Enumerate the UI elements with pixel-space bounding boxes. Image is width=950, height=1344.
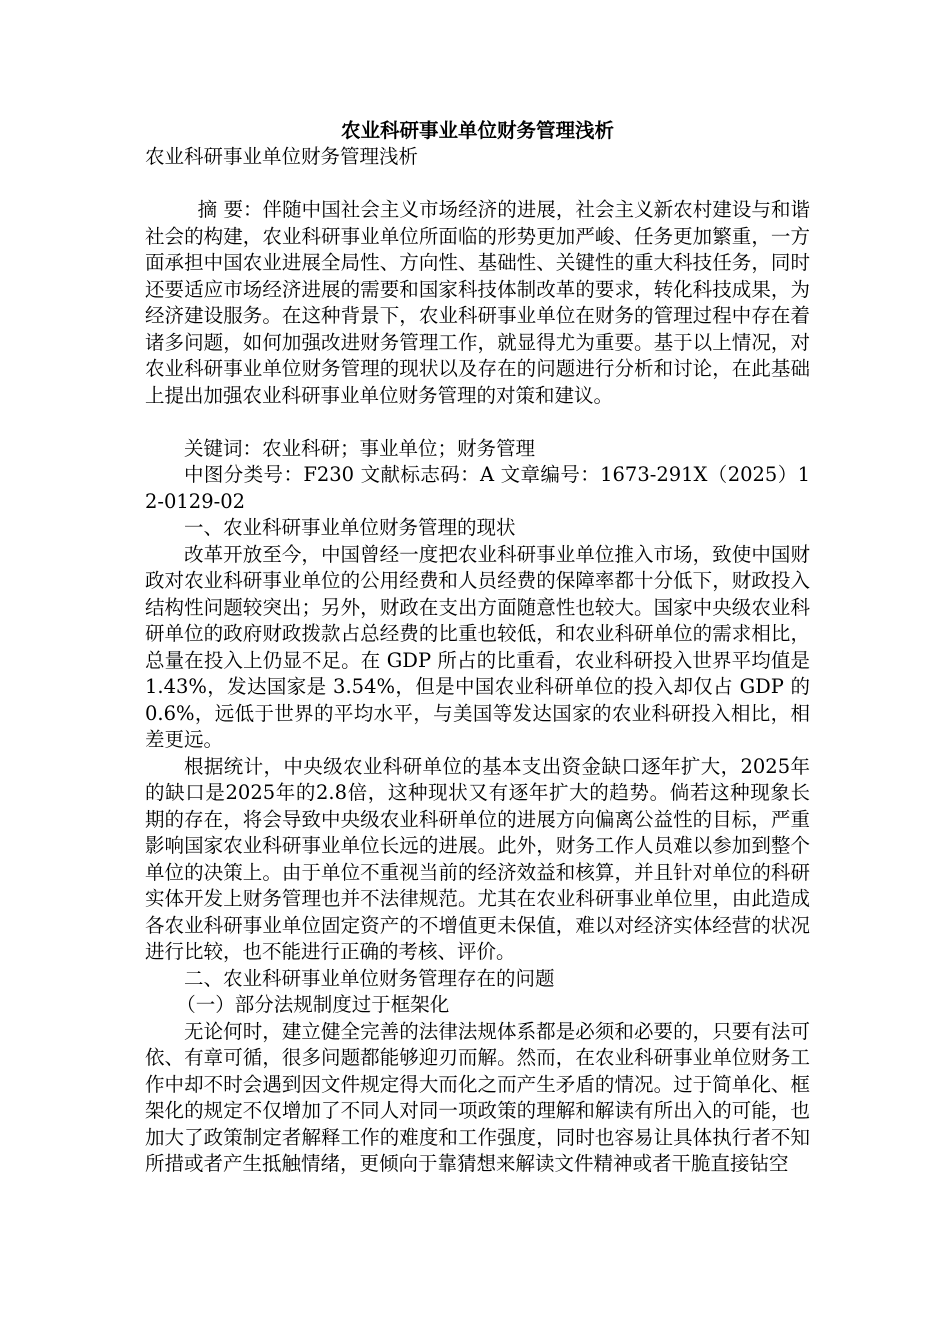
keywords-line: 关键词：农业科研；事业单位；财务管理 — [184, 436, 536, 460]
abstract-paragraph: 摘 要：伴随中国社会主义市场经济的进展，社会主义新农村建设与和谐社会的构建，农业科研事业单位所面临的形势更加严峻、任务更加繁重，一方面承担中国农业进展全局性、方向性、基础性、关键性的重大科技任务，同时还要适应市场经济进展的需要和国家科技体制改革的要求，转化科技成果，为经济建设服务。在这种背景下，农业科研事业单位在财务的管理过程中存在着诸多问题，如何加强改进财务管理工作，就显得尤为重要。基于以上情况，对农业科研事业单位财务管理的现状以及存在的问题进行分析和讨论，在此基础上提出加强农业科研事业单位财务管理的对策和建议。 — [145, 198, 810, 407]
blank-line — [145, 409, 810, 436]
body-paragraph: 改革开放至今，中国曾经一度把农业科研事业单位推入市场，致使中国财政对农业科研事业单位的公用经费和人员经费的保障率都十分低下，财政投入结构性问题较突出；另外，财政在支出方面随意性也较大。国家中央级农业科研单位的政府财政拨款占总经费的比重也较低，和农业科研单位的需求相比，总量在投入上仍显不足。在 GDP 所占的比重看，农业科研投入世界平均值是 1.43%，发达国家是 3.54%，但是中国农业科研单位的投入却仅占 GDP 的 0.6%，远低于世界的平均水平，与美国等发达国家的农业科研投入相比，相差更远。 — [145, 542, 810, 751]
section-heading: 二、农业科研事业单位财务管理存在的问题 — [184, 966, 555, 990]
blank-line — [145, 171, 810, 198]
document-title: 农业科研事业单位财务管理浅析 — [340, 119, 614, 142]
document-subtitle: 农业科研事业单位财务管理浅析 — [145, 145, 419, 168]
section-heading: 一、农业科研事业单位财务管理的现状 — [184, 516, 516, 539]
body-paragraph: 根据统计，中央级农业科研单位的基本支出资金缺口逐年扩大，2025年的缺口是2025年的2.8倍，这种现状又有逐年扩大的趋势。倘若这种现象长期的存在，将会导致中央级农业科研单位的进展方向偏离公益性的目标，严重影响国家农业科研事业单位长远的进展。此外，财务工作人员难以参加到整个单位的决策上。由于单位不重视当前的经济效益和核算，并且针对单位的科研实体开发上财务管理也并不法律规范。尤其在农业科研事业单位里，由此造成各农业科研事业单位固定资产的不增值更未保值，难以对经济实体经营的状况进行比较，也不能进行正确的考核、评价。 — [145, 754, 810, 963]
body-paragraph: 无论何时，建立健全完善的法律法规体系都是必须和必要的，只要有法可依、有章可循，很多问题都能够迎刃而解。然而，在农业科研事业单位财务工作中却不时会遇到因文件规定得大而化之而产生矛盾的情况。过于简单化、框架化的规定不仅增加了不同人对同一项政策的理解和解读有所出入的可能，也加大了政策制定者解释工作的难度和工作强度，同时也容易让具体执行者不知所措或者产生抵触情绪，更倾向于靠猜想来解读文件精神或者干脆直接钻空 — [145, 1019, 810, 1175]
document-page — [145, 118, 810, 1178]
subsection-heading: （一）部分法规制度过于框架化 — [176, 993, 450, 1016]
classification-line: 中图分类号：F230 文献标志码：A 文章编号：1673-291X（2025）12-0129-02 — [145, 463, 811, 513]
